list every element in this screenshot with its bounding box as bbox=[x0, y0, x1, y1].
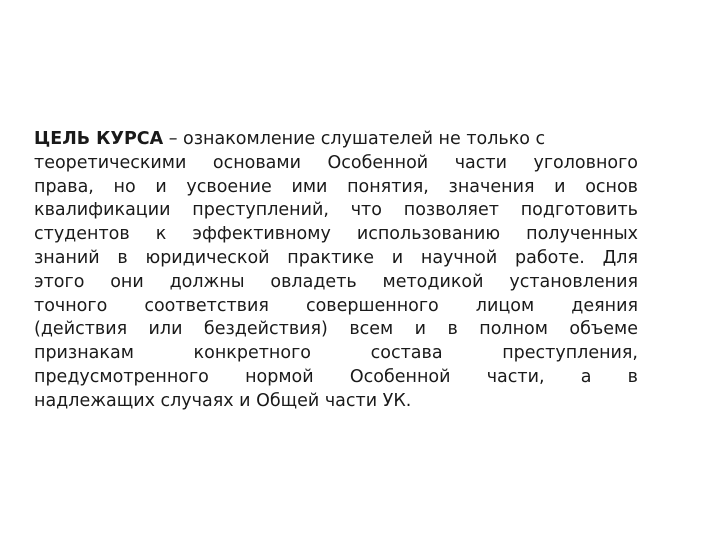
text-line-11: предусмотренного нормой Особенной части, а в bbox=[34, 366, 638, 387]
text-line-12: надлежащих случаях и Общей части УК. bbox=[34, 390, 412, 411]
course-goal-paragraph bbox=[34, 128, 638, 414]
text-line-7: этого они должны овладеть методикой установления bbox=[34, 271, 638, 292]
text-line-3: права, но и усвоение ими понятия, значения и основ bbox=[34, 176, 638, 197]
text-line-9: (действия или бездействия) всем и в полном объеме bbox=[34, 319, 638, 340]
text-line-2: теоретическими основами Особенной части уголовного bbox=[34, 152, 638, 173]
text-line-8: точного соответствия совершенного лицом деяния bbox=[34, 295, 638, 316]
text-line-6: знаний в юридической практике и научной работе. Для bbox=[34, 247, 638, 268]
text-line-1-rest: – ознакомление слушателей не только с bbox=[163, 129, 546, 149]
text-line-1 bbox=[34, 128, 638, 152]
text-line-5: студентов к эффективному использованию полученных bbox=[34, 224, 638, 245]
text-line-10: признакам конкретного состава преступления, bbox=[34, 343, 638, 364]
text-line-4: квалификации преступлений, что позволяет подготовить bbox=[34, 200, 638, 221]
course-goal-term: ЦЕЛЬ КУРСА bbox=[34, 129, 164, 149]
